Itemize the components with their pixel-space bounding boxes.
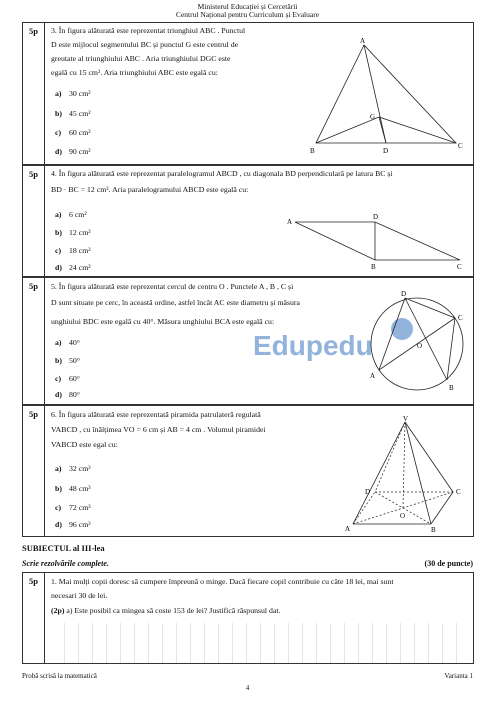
figure-label: D xyxy=(383,147,389,155)
figure-label: A xyxy=(345,525,351,533)
figure-label: B xyxy=(431,526,436,534)
question-points: 5p xyxy=(23,573,45,663)
footer-subject: Probă scrisă la matematică xyxy=(22,672,97,680)
option-c: c) 60 cm² xyxy=(55,128,91,137)
page-number: 4 xyxy=(245,684,250,692)
figure-label: B xyxy=(371,263,376,270)
question-points: 5p xyxy=(23,166,45,276)
option-c: c) 18 cm² xyxy=(55,246,91,255)
header-center: Centrul Național pentru Curriculum și Evaluare xyxy=(175,10,320,19)
pyramid-figure xyxy=(343,414,473,534)
question-line: 6. În figura alăturată este reprezentată piramida patrulateră regulată xyxy=(51,410,261,419)
parallelogram-figure xyxy=(285,210,470,270)
footer-variant: Varianta 1 xyxy=(444,672,473,680)
question-line: unghiului BDC este egală cu 40°. Măsura unghiului BCA este egală cu: xyxy=(51,317,275,326)
option-a: a) 40° xyxy=(55,338,80,347)
question-3-row xyxy=(22,22,474,165)
figure-label: D xyxy=(365,488,371,496)
question-6-row xyxy=(22,405,474,537)
question-line: necesari 30 de lei. xyxy=(51,591,108,600)
figure-label: B xyxy=(310,147,315,155)
triangle-figure xyxy=(308,33,478,163)
question-points: 5p xyxy=(23,278,45,404)
question-line: egală cu 15 cm². Aria triunghiului ABC este egală cu: xyxy=(51,68,218,77)
section-title: SUBIECTUL al III-lea xyxy=(22,543,105,553)
option-b: b) 12 cm² xyxy=(55,228,91,237)
figure-label: D xyxy=(401,290,407,298)
figure-label: C xyxy=(458,314,463,322)
question-line: greutate al triunghiului ABC . Aria triunghiului DGC este xyxy=(51,54,231,63)
question-line: 5. În figura alăturată este reprezentat cercul de centru O . Punctele A , B , C și xyxy=(51,282,294,291)
section-points: (30 de puncte) xyxy=(424,559,473,568)
figure-label: A xyxy=(360,37,366,45)
option-d: d) 24 cm² xyxy=(55,263,91,272)
question-4-row xyxy=(22,165,474,277)
option-d: d) 80° xyxy=(55,390,80,399)
question-5-row xyxy=(22,277,474,405)
figure-label: D xyxy=(373,213,379,221)
figure-label: A xyxy=(287,218,293,226)
question-line: D sunt situate pe cerc, în această ordine, astfel încât AC este diametru și măsura xyxy=(51,298,300,307)
figure-label: C xyxy=(457,263,462,270)
option-a: a) 6 cm² xyxy=(55,210,87,219)
question-line: VABCD , cu înălțimea VO = 6 cm și AB = 4 cm . Volumul piramidei xyxy=(51,425,266,434)
question-line: 1. Mai mulți copii doresc să cumpere împreună o minge. Dacă fiecare copil contribuie cu câte 18 lei, mai sunt xyxy=(51,577,394,586)
option-a: a) 30 cm² xyxy=(55,89,91,98)
option-d: d) 90 cm² xyxy=(55,147,91,156)
figure-label: B xyxy=(449,384,454,392)
figure-label: A xyxy=(370,372,376,380)
question-line: VABCD este egal cu: xyxy=(51,440,118,449)
figure-label: O xyxy=(417,342,423,350)
question-subpoint: (2p) a) Este posibil ca mingea să coste 153 de lei? Justifică răspunsul dat. xyxy=(51,606,281,615)
figure-label: O xyxy=(400,512,406,520)
problem-1-row xyxy=(22,572,474,664)
figure-label: V xyxy=(403,415,409,423)
option-a: a) 32 cm³ xyxy=(55,464,91,473)
circle-figure xyxy=(361,288,473,400)
watermark: Edupedu xyxy=(253,330,373,361)
option-b: b) 45 cm² xyxy=(55,109,91,118)
question-line: 4. În figura alăturată este reprezentat paralelogramul ABCD , cu diagonala BD perpendiculară pe latura BC și xyxy=(51,169,393,178)
question-points: 5p xyxy=(23,406,45,536)
option-b: b) 48 cm³ xyxy=(55,484,91,493)
figure-label: C xyxy=(456,488,461,496)
option-d: d) 96 cm³ xyxy=(55,520,91,529)
option-c: c) 60° xyxy=(55,374,80,383)
option-c: c) 72 cm³ xyxy=(55,503,91,512)
question-line: BD · BC = 12 cm². Aria paralelogramului ABCD este egală cu: xyxy=(51,185,249,194)
figure-label: G xyxy=(370,113,376,121)
option-b: b) 50° xyxy=(55,356,80,365)
question-line: 3. În figura alăturată este reprezentat triunghiul ABC . Punctul xyxy=(51,26,246,35)
question-line: D este mijlocul segmentului BC și punctul G este centrul de xyxy=(51,40,239,49)
figure-label: C xyxy=(458,142,463,150)
question-points: 5p xyxy=(23,23,45,164)
header-ministry: Ministerul Educației și Cercetării xyxy=(197,2,298,11)
answer-grid xyxy=(51,623,463,663)
section-instruction: Scrie rezolvările complete. xyxy=(22,559,109,568)
